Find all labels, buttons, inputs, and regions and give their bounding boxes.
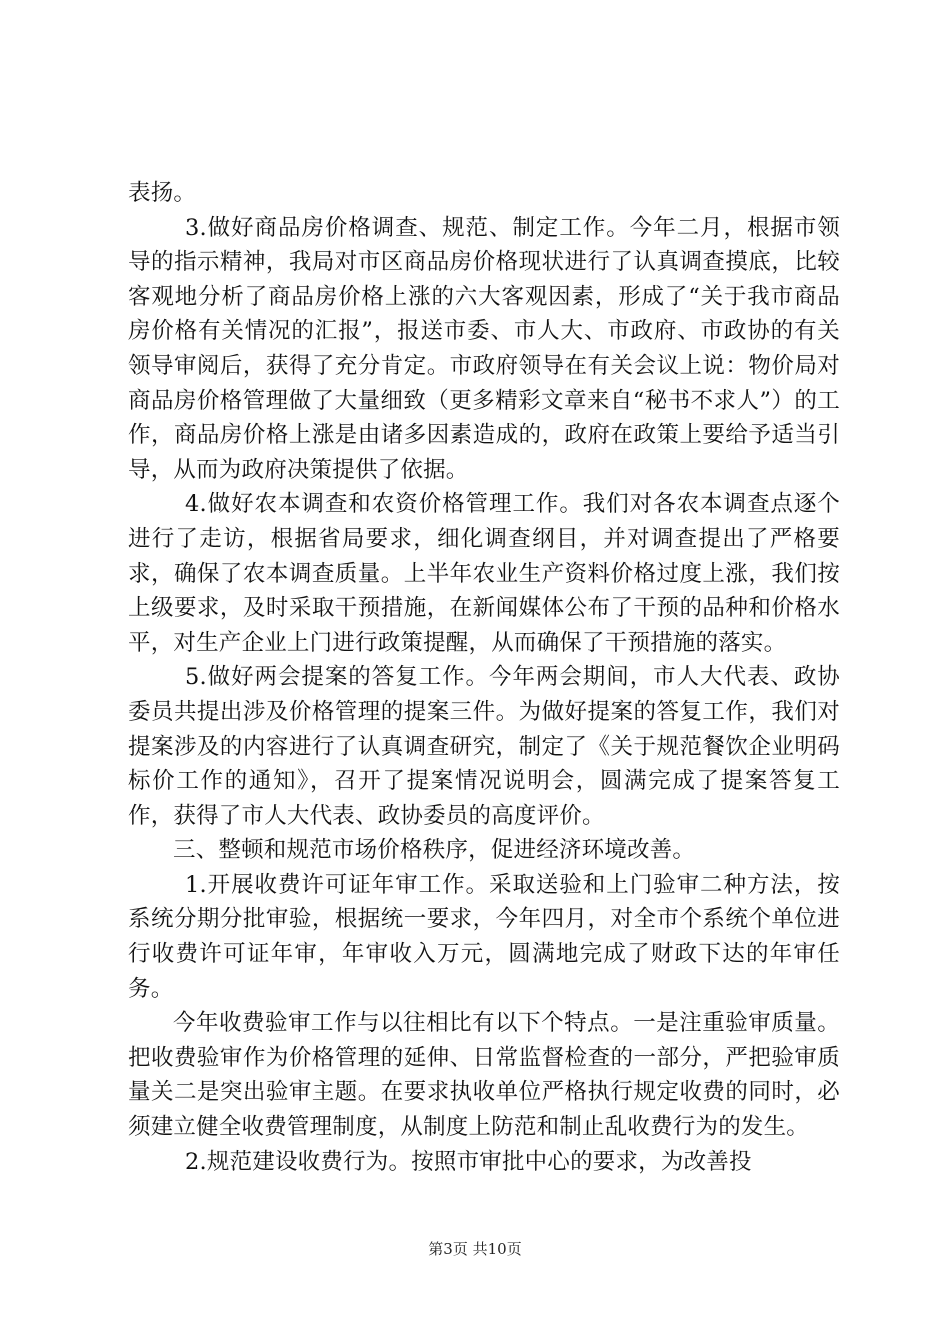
paragraph-continuation: 表扬。 (128, 180, 197, 206)
paragraph-item-3: 3.做好商品房价格调查、规范、制定工作。今年二月，根据市领导的指示精神，我局对市区商品房价格现状进行了认真调查摸底，比较客观地分析了商品房价格上涨的六大客观因素，形成了“关于我市商品房价格有关情况的汇报”，报送市委、市人大、市政府、市政协的有关领导审阅后，获得了充分肯定。市政府领导在有关会议上说：物价局对商品房价格管理做了大量细致（更多精彩文章来自“秘书不求人”）的工作，商品房价格上涨是由诸多因素造成的，政府在政策上要给予适当引导，从而为政府决策提供了依据。 (128, 214, 840, 483)
section-heading-3: 三、整顿和规范市场价格秩序，促进经济环境改善。 (173, 837, 696, 864)
paragraph-features: 今年收费验审工作与以往相比有以下个特点。一是注重验审质量。把收费验审作为价格管理的延伸、日常监督检查的一部分，严把验审质量关二是突出验审主题。在要求执收单位严格执行规定收费的同时，必须建立健全收费管理制度，从制度上防范和制止乱收费行为的发生。 (128, 1010, 840, 1141)
page-number-footer: 第3页 共10页 (428, 1240, 522, 1258)
document-body (128, 176, 840, 1179)
paragraph-item-4: 4.做好农本调查和农资价格管理工作。我们对各农本调查点逐个进行了走访，根据省局要求，细化调查纲目，并对调查提出了严格要求，确保了农本调查质量。上半年农业生产资料价格过度上涨，我们按上级要求，及时采取干预措施，在新闻媒体公布了干预的品种和价格水平，对生产企业上门进行政策提醒，从而确保了干预措施的落实。 (128, 491, 840, 656)
paragraph-item-5: 5.做好两会提案的答复工作。今年两会期间，市人大代表、政协委员共提出涉及价格管理的提案三件。为做好提案的答复工作，我们对提案涉及的内容进行了认真调查研究，制定了《关于规范餐饮企业明码标价工作的通知》，召开了提案情况说明会，圆满完成了提案答复工作，获得了市人大代表、政协委员的高度评价。 (128, 664, 840, 829)
paragraph-item-2: 2.规范建设收费行为。按照市审批中心的要求，为改善投 (185, 1148, 752, 1175)
paragraph-item-1: 1.开展收费许可证年审工作。采取送验和上门验审二种方法，按系统分期分批审验，根据统一要求，今年四月，对全市个系统个单位进行收费许可证年审，年审收入万元，圆满地完成了财政下达的年审任务。 (128, 871, 840, 1002)
